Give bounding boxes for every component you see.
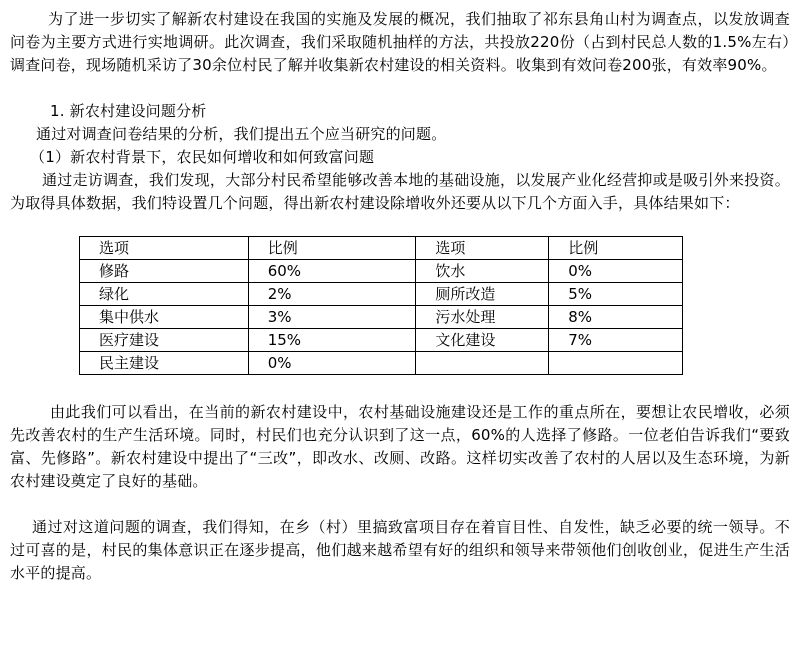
conclusion-paragraph: 通过对这道问题的调查，我们得知，在乡（村）里搞致富项目存在着盲目性、自发性，缺乏必要的统一领导。不过可喜的是，村民的集体意识正在逐步提高，他们越来越希望有好的组织和领导来带领他们创收创业，促进生产生活水平的提高。 (10, 518, 790, 582)
table-cell: 0% (549, 260, 683, 283)
table-cell: 饮水 (416, 260, 549, 283)
table-cell (416, 352, 549, 375)
table-cell: 15% (248, 329, 416, 352)
table-cell: 5% (549, 283, 683, 306)
header-cell: 比例 (248, 237, 416, 260)
analysis-paragraph: 由此我们可以看出，在当前的新农村建设中，农村基础设施建设还是工作的重点所在，要想让农民增收，必须先改善农村的生产生活环境。同时，村民们也充分认识到了这一点，60%的人选择了修路。一位老伯告诉我们“要致富、先修路”。新农村建设中提出了“三改”，即改水、改厕、改路。这样切实改善了农村的人居以及生态环境，为新农村建设奠定了良好的基础。 (10, 403, 790, 490)
table-cell: 7% (549, 329, 683, 352)
table-row (80, 329, 683, 352)
table-header-row (80, 237, 683, 260)
table-cell: 文化建设 (416, 329, 549, 352)
table-row (80, 352, 683, 375)
table-cell: 2% (248, 283, 416, 306)
subsection-heading: （1）新农村背景下，农民如何增收和如何致富问题 (30, 148, 375, 166)
table-cell: 0% (248, 352, 416, 375)
section-heading: 1. 新农村建设问题分析 (50, 102, 207, 120)
table-cell: 集中供水 (80, 306, 249, 329)
table-cell: 3% (248, 306, 416, 329)
table-cell: 厕所改造 (416, 283, 549, 306)
header-cell: 选项 (416, 237, 549, 260)
survey-results-table (79, 236, 683, 375)
table-cell: 60% (248, 260, 416, 283)
table-cell: 修路 (80, 260, 249, 283)
table-row (80, 283, 683, 306)
header-cell: 选项 (80, 237, 249, 260)
table-row (80, 306, 683, 329)
intro-paragraph: 为了进一步切实了解新农村建设在我国的实施及发展的概况，我们抽取了祁东县角山村为调查点，以发放调查问卷为主要方式进行实地调研。此次调查，我们采取随机抽样的方法，共投放220份（占到村民总人数的1.5%左右）调查问卷，现场随机采访了30余位村民了解并收集新农村建设的相关资料。收集到有效问卷200张，有效率90%。 (10, 10, 790, 74)
table-row (80, 260, 683, 283)
table-cell (549, 352, 683, 375)
table-cell: 污水处理 (416, 306, 549, 329)
table-cell: 民主建设 (80, 352, 249, 375)
table-cell: 8% (549, 306, 683, 329)
table-cell: 绿化 (80, 283, 249, 306)
method-paragraph: 通过走访调查，我们发现，大部分村民希望能够改善本地的基础设施，以发展产业化经营抑或是吸引外来投资。为取得具体数据，我们特设置几个问题，得出新农村建设除增收外还要从以下几个方面入手，具体结果如下： (10, 171, 790, 212)
summary-paragraph: 通过对调查问卷结果的分析，我们提出五个应当研究的问题。 (36, 125, 447, 143)
header-cell: 比例 (549, 237, 683, 260)
table-cell: 医疗建设 (80, 329, 249, 352)
